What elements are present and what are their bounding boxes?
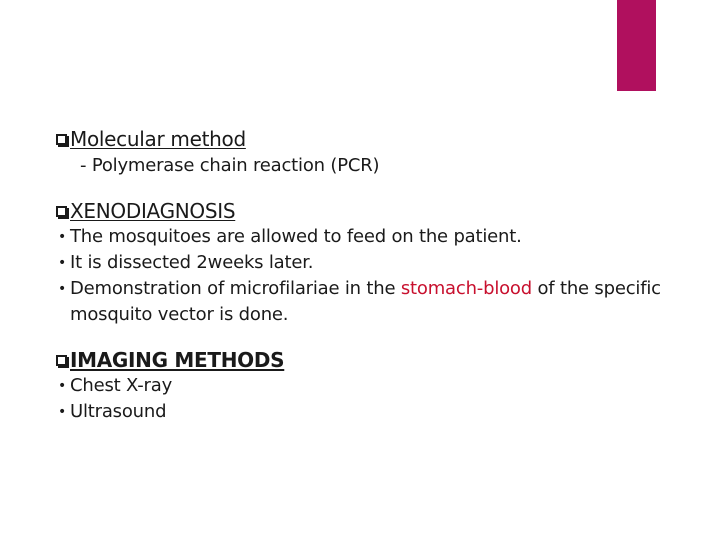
list-item: [56, 224, 676, 250]
bullet-list: [56, 373, 676, 425]
highlighted-term: stomach-blood: [400, 278, 532, 299]
section-heading: [56, 126, 676, 152]
heading-text: XENODIAGNOSIS: [70, 199, 236, 223]
list-item-text-before: Demonstration of microfilariae in the: [70, 278, 401, 299]
bullet-dot-icon: •: [58, 229, 67, 245]
section-heading: [56, 347, 676, 373]
section-imaging-methods: [56, 347, 676, 425]
list-item: [56, 276, 676, 328]
list-item: [56, 250, 676, 276]
bullet-dot-icon: •: [58, 404, 67, 420]
section-molecular-method: [56, 126, 676, 179]
bullet-dot-icon: •: [58, 281, 67, 297]
checkbox-square-icon: [56, 206, 67, 217]
list-item: [56, 399, 676, 425]
list-item-text: It is dissected 2weeks later.: [70, 252, 314, 273]
heading-text: Molecular method: [70, 127, 246, 151]
list-item-text: The mosquitoes are allowed to feed on the patient.: [70, 226, 522, 247]
checkbox-square-icon: [56, 355, 67, 366]
checkbox-square-icon: [56, 134, 67, 145]
bullet-dot-icon: •: [58, 378, 67, 394]
section-heading: [56, 198, 676, 224]
sub-item: - Polymerase chain reaction (PCR): [80, 155, 380, 176]
list-item: [56, 373, 676, 399]
accent-bar: [617, 0, 656, 91]
list-item-text-after: of the specific mosquito vector is done.: [70, 278, 661, 325]
list-item-text: Ultrasound: [70, 401, 167, 422]
bullet-list: [56, 224, 676, 328]
list-item-text: Chest X-ray: [70, 375, 173, 396]
bullet-dot-icon: •: [58, 255, 67, 271]
heading-text: IMAGING METHODS: [70, 348, 285, 372]
slide-content: [56, 126, 676, 444]
section-xenodiagnosis: [56, 198, 676, 328]
